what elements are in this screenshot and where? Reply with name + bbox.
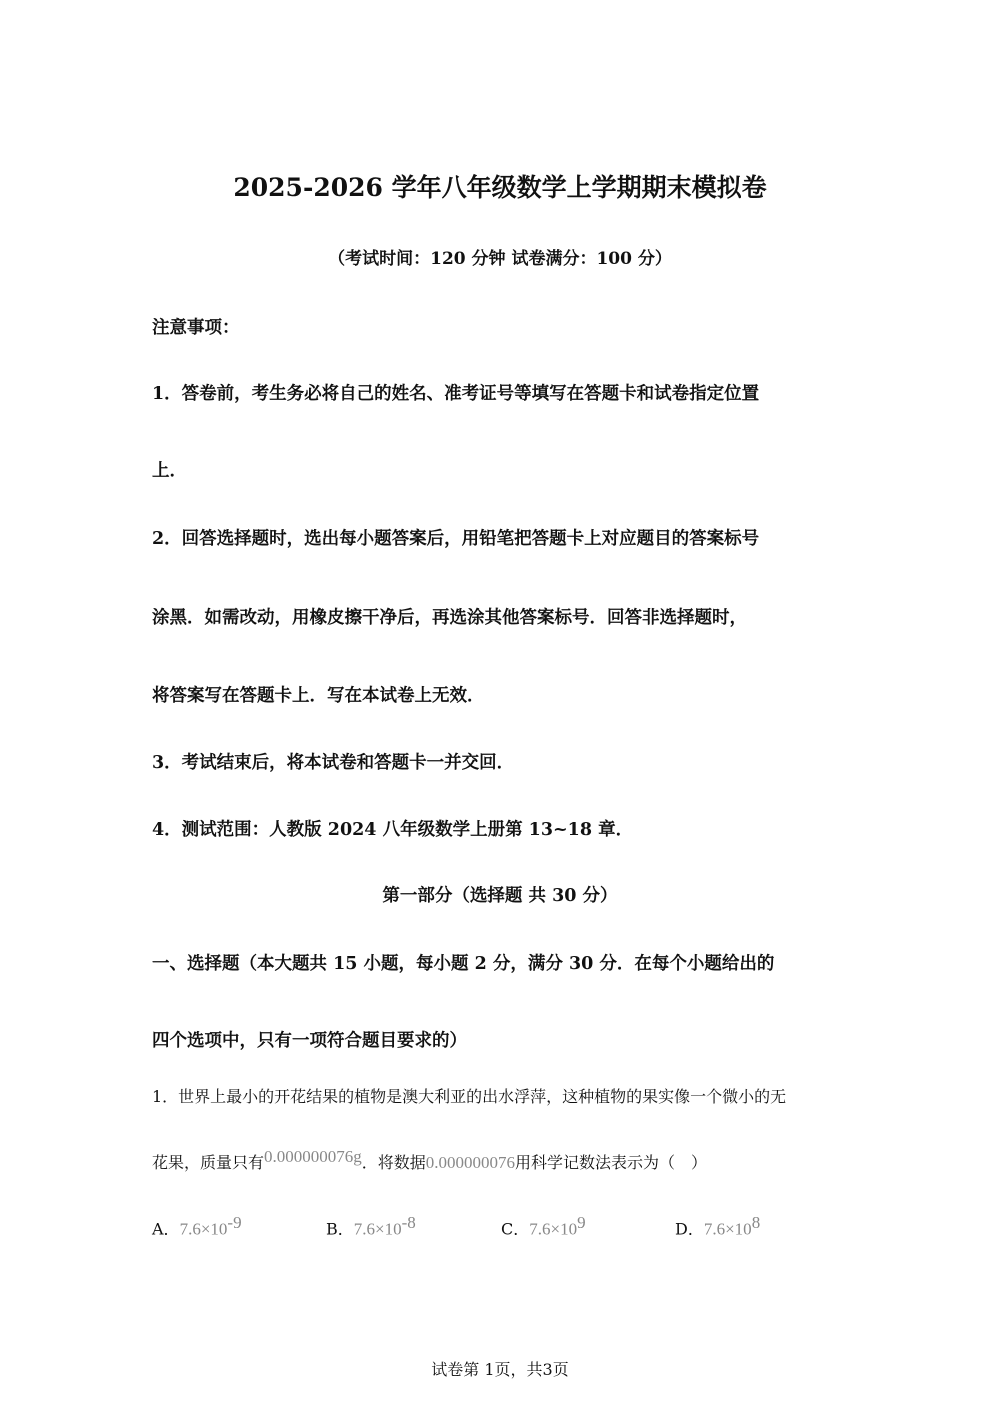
question-1-text-b: ．将数据 (361, 1153, 426, 1172)
question-1-line-1: 1．世界上最小的开花结果的植物是澳大利亚的出水浮萍，这种植物的果实像一个微小的无 (152, 1087, 787, 1106)
mass-value: 0.000000076g (264, 1147, 362, 1166)
part-one-heading: 第一部分（选择题 共 30 分） (382, 886, 618, 906)
option-b-label: B． (326, 1219, 354, 1239)
option-d-exp: 8 (751, 1213, 761, 1232)
note-1-line-2: 上． (152, 461, 187, 481)
note-1-line-1: 1．答卷前，考生务必将自己的姓名、准考证号等填写在答题卡和试卷指定位置 (152, 384, 760, 404)
option-c[interactable] (501, 1213, 586, 1239)
note-2-line-2: 涂黑．如需改动，用橡皮擦干净后，再选涂其他答案标号．回答非选择题时， (152, 608, 747, 628)
option-b-base: 7.6×10 (353, 1219, 402, 1239)
note-2-line-3: 将答案写在答题卡上．写在本试卷上无效． (152, 686, 485, 706)
section-one-line-1: 一、选择题（本大题共 15 小题，每小题 2 分，满分 30 分．在每个小题给出的 (152, 954, 775, 974)
option-a-base: 7.6×10 (179, 1219, 228, 1239)
section-one-line-2: 四个选项中，只有一项符合题目要求的） (152, 1031, 467, 1051)
note-3-line-1: 3．考试结束后，将本试卷和答题卡一并交回． (152, 753, 515, 773)
option-a-exp: -9 (227, 1213, 242, 1232)
notes-heading: 注意事项： (152, 318, 240, 338)
option-d-base: 7.6×10 (703, 1219, 752, 1239)
exam-title: 2025-2026 学年八年级数学上学期期末模拟卷 (233, 173, 767, 202)
option-c-exp: 9 (577, 1213, 586, 1232)
note-4-line-1: 4．测试范围：人教版 2024 八年级数学上册第 13~18 章． (152, 820, 634, 840)
option-d-label: D． (675, 1219, 704, 1239)
page-footer: 试卷第 1页，共3页 (431, 1360, 569, 1379)
option-a-label: A． (152, 1219, 180, 1239)
number-value: 0.000000076 (425, 1153, 516, 1172)
option-c-base: 7.6×10 (529, 1219, 578, 1239)
exam-subtitle: （考试时间：120 分钟 试卷满分：100 分） (328, 249, 672, 269)
question-1-text-a: 花果，质量只有 (152, 1153, 265, 1172)
option-b-exp: -8 (401, 1213, 416, 1232)
option-a[interactable] (152, 1213, 242, 1239)
option-c-label: C． (501, 1219, 530, 1239)
question-1-line-2 (152, 1147, 708, 1173)
question-1-text-c: 用科学记数法表示为（ ） (515, 1153, 708, 1172)
option-b[interactable] (326, 1213, 416, 1239)
note-2-line-1: 2．回答选择题时，选出每小题答案后，用铅笔把答题卡上对应题目的答案标号 (152, 529, 760, 549)
option-d[interactable] (675, 1213, 760, 1239)
